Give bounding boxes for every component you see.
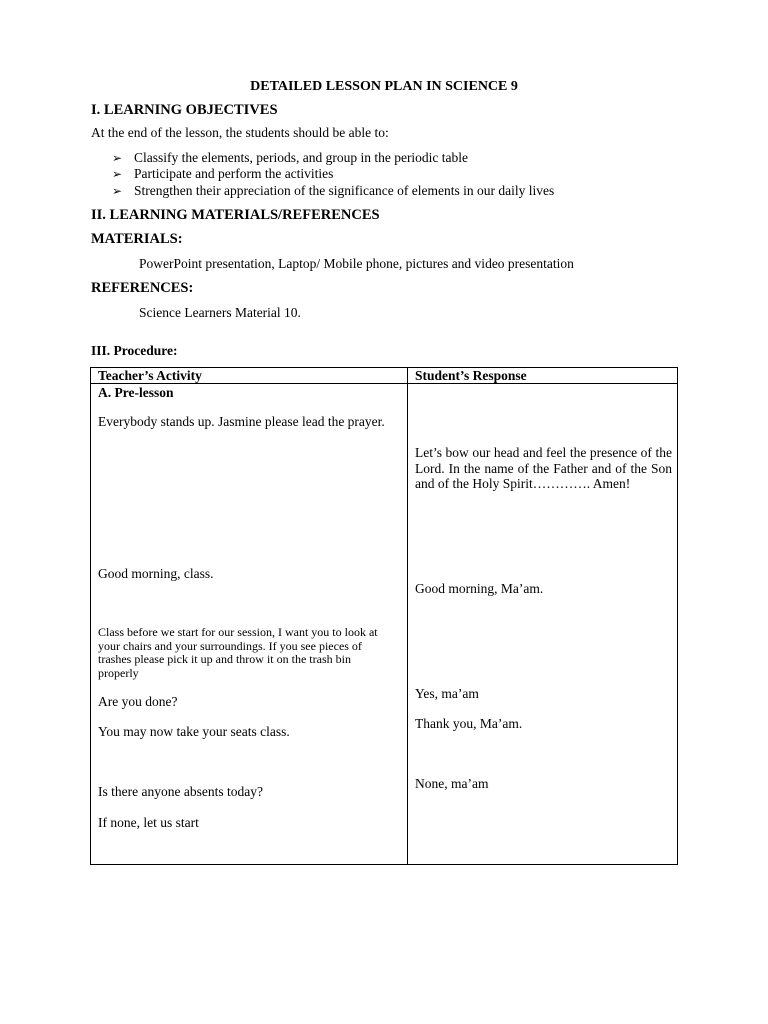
teacher-activity: You may now take your seats class. [98,724,290,739]
student-response: None, ma’am [415,776,489,791]
section-learning-objectives-heading: I. LEARNING OBJECTIVES [91,102,278,118]
references-heading: REFERENCES: [91,280,194,296]
section-materials-references-heading: II. LEARNING MATERIALS/REFERENCES [91,207,380,223]
column-divider [407,368,408,864]
materials-text: PowerPoint presentation, Laptop/ Mobile phone, pictures and video presentation [139,256,574,271]
student-response: Let’s bow our head and feel the presence of the Lord. In the name of the Father and of the Son and of the Holy Spirit…………. Amen! [415,445,672,491]
teacher-activity: Is there anyone absents today? [98,784,263,799]
teacher-activity: Class before we start for our session, I want you to look at your chairs and your surroundings. If you see pieces of trashes please pick it up and throw it on the trash bin properly [98,625,378,680]
teacher-activity: If none, let us start [98,815,199,830]
objective-item [112,183,554,199]
materials-heading: MATERIALS: [91,231,183,247]
objective-item [112,166,333,182]
procedure-table [90,367,678,865]
column-header-teacher: Teacher’s Activity [98,368,202,383]
teacher-activity: Everybody stands up. Jasmine please lead the prayer. [98,414,385,429]
teacher-activity: Good morning, class. [98,566,214,581]
arrow-bullet-icon: ➢ [112,167,123,181]
teacher-activity: Are you done? [98,694,178,709]
procedure-heading: III. Procedure: [91,343,178,358]
student-response: Yes, ma’am [415,686,479,701]
objective-text: Strengthen their appreciation of the significance of elements in our daily lives [134,183,555,198]
objective-text: Participate and perform the activities [134,166,334,181]
student-response: Thank you, Ma’am. [415,716,523,731]
objective-item [112,150,468,166]
column-header-student: Student’s Response [415,368,527,383]
subheading-pre-lesson: A. Pre-lesson [98,385,174,400]
objectives-intro: At the end of the lesson, the students should be able to: [91,125,389,140]
document-title: DETAILED LESSON PLAN IN SCIENCE 9 [250,79,518,94]
objective-text: Classify the elements, periods, and group in the periodic table [134,150,469,165]
references-text: Science Learners Material 10. [139,305,301,320]
arrow-bullet-icon: ➢ [112,151,123,165]
arrow-bullet-icon: ➢ [112,184,123,198]
student-response: Good morning, Ma’am. [415,581,544,596]
